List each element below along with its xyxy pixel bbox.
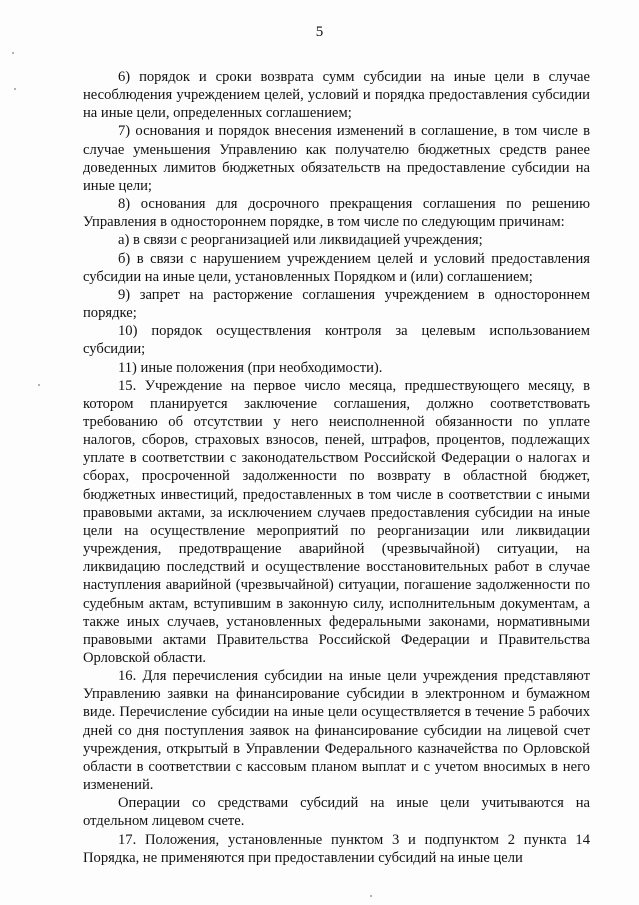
document-body: [83, 68, 590, 867]
paragraph-item-10: 10) порядок осуществления контроля за целевым использованием субсидии;: [83, 323, 590, 358]
page-number: 5: [315, 24, 324, 40]
paragraph-operations-note: Операции со средствами субсидий на иные цели учитываются на отдельном лицевом счете.: [83, 795, 590, 830]
scan-speck: [38, 384, 40, 386]
paragraph-clause-16: 16. Для перечисления субсидии на иные цели учреждения представляют Управлению заявки на финансирование субсидии в электронном и бумажном виде. Перечисление субсидии на иные цели осуществляется в течение 5 рабочих дней со дня поступления заявок на финансирование субсидии на лицевой счет учреждения, открытый в Управлении Федерального казначейства по Орловской области в соответствии с кассовым планом выплат и с учетом вносимых в него изменений.: [83, 668, 590, 794]
scan-speck: [14, 88, 16, 90]
paragraph-item-9: 9) запрет на расторжение соглашения учреждением в одностороннем порядке;: [83, 286, 590, 322]
scan-speck: [370, 895, 372, 897]
paragraph-item-11: 11) иные положения (при необходимости).: [118, 359, 383, 376]
paragraph-subitem-a: а) в связи с реорганизацией или ликвидацией учреждения;: [118, 232, 483, 249]
scan-speck: [12, 52, 14, 54]
paragraph-clause-15: 15. Учреждение на первое число месяца, предшествующего месяцу, в котором планируется заключение соглашения, должно соответствовать требованию об отсутствии у него неисполненной обязанности по уплате налогов, сборов, страховых взносов, пеней, штрафов, процентов, подлежащих уплате в соответствии с законодательством Российской Федерации о налогах и сборах, просроченной задолженности по возврату в областной бюджет, бюджетных инвестиций, предоставленных в том числе в соответствии с иными правовыми актами, за исключением случаев предоставления субсидии на иные цели на осуществление мероприятий по реорганизации или ликвидации учреждения, предотвращение аварийной (чрезвычайной) ситуации, на ликвидацию последствий и осуществление восстановительных работ в случае наступления аварийной (чрезвычайной) ситуации, погашение задолженности по судебным актам, вступившим в законную силу, исполнительным документам, а также иных случаев, установленных федеральными законами, нормативными правовыми актами Правительства Российской Федерации и Правительства Орловской области.: [83, 377, 590, 666]
paragraph-item-6: 6) порядок и сроки возврата сумм субсидии на иные цели в случае несоблюдения учреждением целей, условий и порядка предоставления субсидии на иные цели, определенных соглашением;: [83, 69, 590, 122]
paragraph-clause-17: 17. Положения, установленные пунктом 3 и подпунктом 2 пункта 14 Порядка, не применяются при предоставлении субсидий на иные цели: [83, 831, 590, 866]
paragraph-item-7: 7) основания и порядок внесения изменений в соглашение, в том числе в случае уменьшения Управлению как получателю бюджетных средств ранее доведенных лимитов бюджетных обязательств на предоставление субсидии на иные цели;: [83, 123, 590, 194]
paragraph-item-8: 8) основания для досрочного прекращения соглашения по решению Управления в одностороннем порядке, в том числе по следующим причинам:: [83, 196, 590, 231]
paragraph-subitem-b: б) в связи с нарушением учреждением целей и условий предоставления субсидии на иные цели, установленных Порядком и (или) соглашением;: [83, 250, 590, 285]
